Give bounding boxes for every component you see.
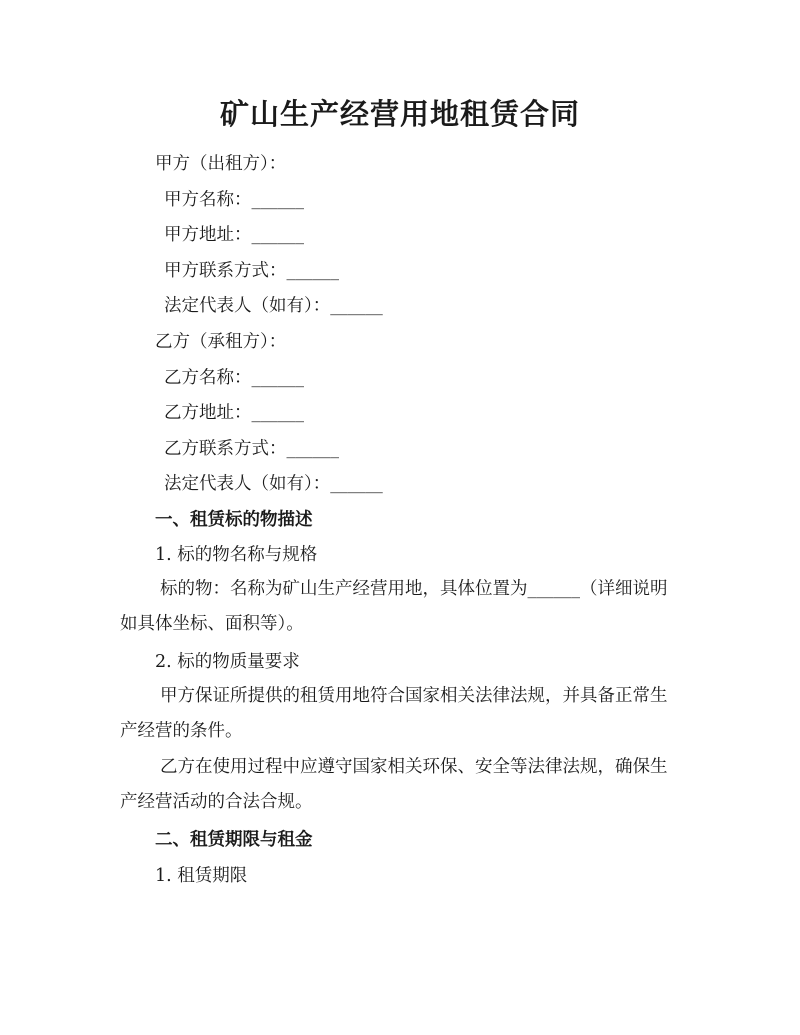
party-a-address: 甲方地址：______ (164, 225, 304, 245)
section-1-item-1-text: 标的物：名称为矿山生产经营用地，具体位置为______（详细说明如具体坐标、面积等）。 (120, 579, 668, 634)
section-2-heading: 二、租赁期限与租金 (155, 830, 313, 850)
party-a-contact: 甲方联系方式：______ (164, 261, 339, 281)
section-1-item-2-title: 2. 标的物质量要求 (155, 652, 300, 672)
section-1-item-1-title: 1. 标的物名称与规格 (155, 545, 318, 565)
party-b-name: 乙方名称：______ (164, 368, 304, 388)
document-title: 矿山生产经营用地租赁合同 (219, 97, 580, 131)
section-1-heading: 一、租赁标的物描述 (155, 510, 313, 530)
party-b-header: 乙方（承租方）： (155, 332, 287, 352)
section-1-item-2-text-2: 乙方在使用过程中应遵守国家相关环保、安全等法律法规，确保生产经营活动的合法合规。 (120, 757, 668, 812)
party-a-header: 甲方（出租方）： (155, 154, 287, 174)
party-a-legal-rep: 法定代表人（如有）：______ (164, 296, 383, 316)
party-a-name: 甲方名称：______ (164, 190, 304, 210)
section-1-item-2-text-1: 甲方保证所提供的租赁用地符合国家相关法律法规，并具备正常生产经营的条件。 (120, 686, 668, 741)
section-2-item-1-title: 1. 租赁期限 (155, 866, 248, 886)
party-b-legal-rep: 法定代表人（如有）：______ (164, 474, 383, 494)
party-b-address: 乙方地址：______ (164, 403, 304, 423)
party-b-contact: 乙方联系方式：______ (164, 439, 339, 459)
